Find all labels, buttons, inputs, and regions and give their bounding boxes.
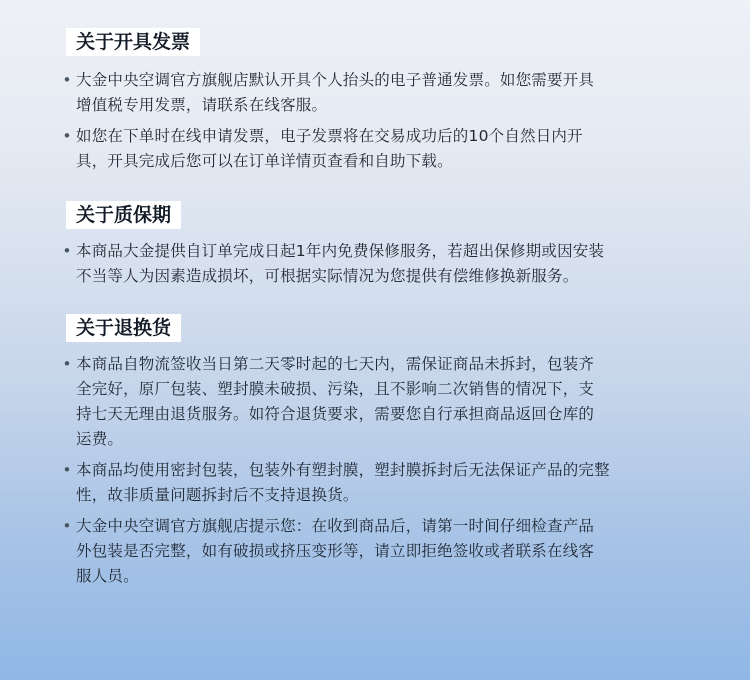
bullet-icon: • [62, 127, 72, 145]
returns-item-3-line-3: 服人员。 [76, 567, 139, 585]
returns-item-1-line-4: 运费。 [76, 430, 124, 448]
returns-item-1-line-2: 全完好，原厂包装、塑封膜未破损、污染，且不影响二次销售的情况下，支 [76, 380, 595, 398]
section-heading-warranty: 关于质保期 [66, 201, 181, 229]
warranty-item-1 [60, 239, 696, 289]
invoice-item-1 [60, 68, 696, 118]
warranty-item-1-line-1: 本商品大金提供自订单完成日起1年内免费保修服务，若超出保修期或因安装 [76, 242, 605, 260]
bullet-icon: • [62, 355, 72, 373]
bullet-icon: • [62, 517, 72, 535]
invoice-item-1-line-1: 大金中央空调官方旗舰店默认开具个人抬头的电子普通发票。如您需要开具 [76, 71, 595, 89]
invoice-item-2 [60, 124, 696, 174]
invoice-item-1-line-2: 增值税专用发票，请联系在线客服。 [76, 96, 328, 114]
invoice-item-2-line-2: 具，开具完成后您可以在订单详情页查看和自助下载。 [76, 152, 453, 170]
invoice-item-2-line-1: 如您在下单时在线申请发票，电子发票将在交易成功后的10个自然日内开 [76, 127, 583, 145]
section-heading-invoice: 关于开具发票 [66, 28, 200, 56]
bullet-icon: • [62, 242, 72, 260]
returns-item-2-line-1: 本商品均使用密封包装，包装外有塑封膜，塑封膜拆封后无法保证产品的完整 [76, 461, 610, 479]
section-heading-returns: 关于退换货 [66, 314, 181, 342]
returns-item-3 [60, 514, 696, 589]
returns-item-1-line-1: 本商品自物流签收当日第二天零时起的七天内，需保证商品未拆封，包装齐 [76, 355, 595, 373]
returns-item-2-line-2: 性，故非质量问题拆封后不支持退换货。 [76, 486, 359, 504]
warranty-item-1-line-2: 不当等人为因素造成损坏，可根据实际情况为您提供有偿维修换新服务。 [76, 267, 579, 285]
returns-item-1 [60, 352, 696, 452]
bullet-icon: • [62, 71, 72, 89]
returns-item-1-line-3: 持七天无理由退货服务。如符合退货要求，需要您自行承担商品返回仓库的 [76, 405, 595, 423]
returns-item-2 [60, 458, 696, 508]
returns-item-3-line-2: 外包装是否完整，如有破损或挤压变形等，请立即拒绝签收或者联系在线客 [76, 542, 595, 560]
returns-item-3-line-1: 大金中央空调官方旗舰店提示您：在收到商品后，请第一时间仔细检查产品 [76, 517, 595, 535]
bullet-icon: • [62, 461, 72, 479]
